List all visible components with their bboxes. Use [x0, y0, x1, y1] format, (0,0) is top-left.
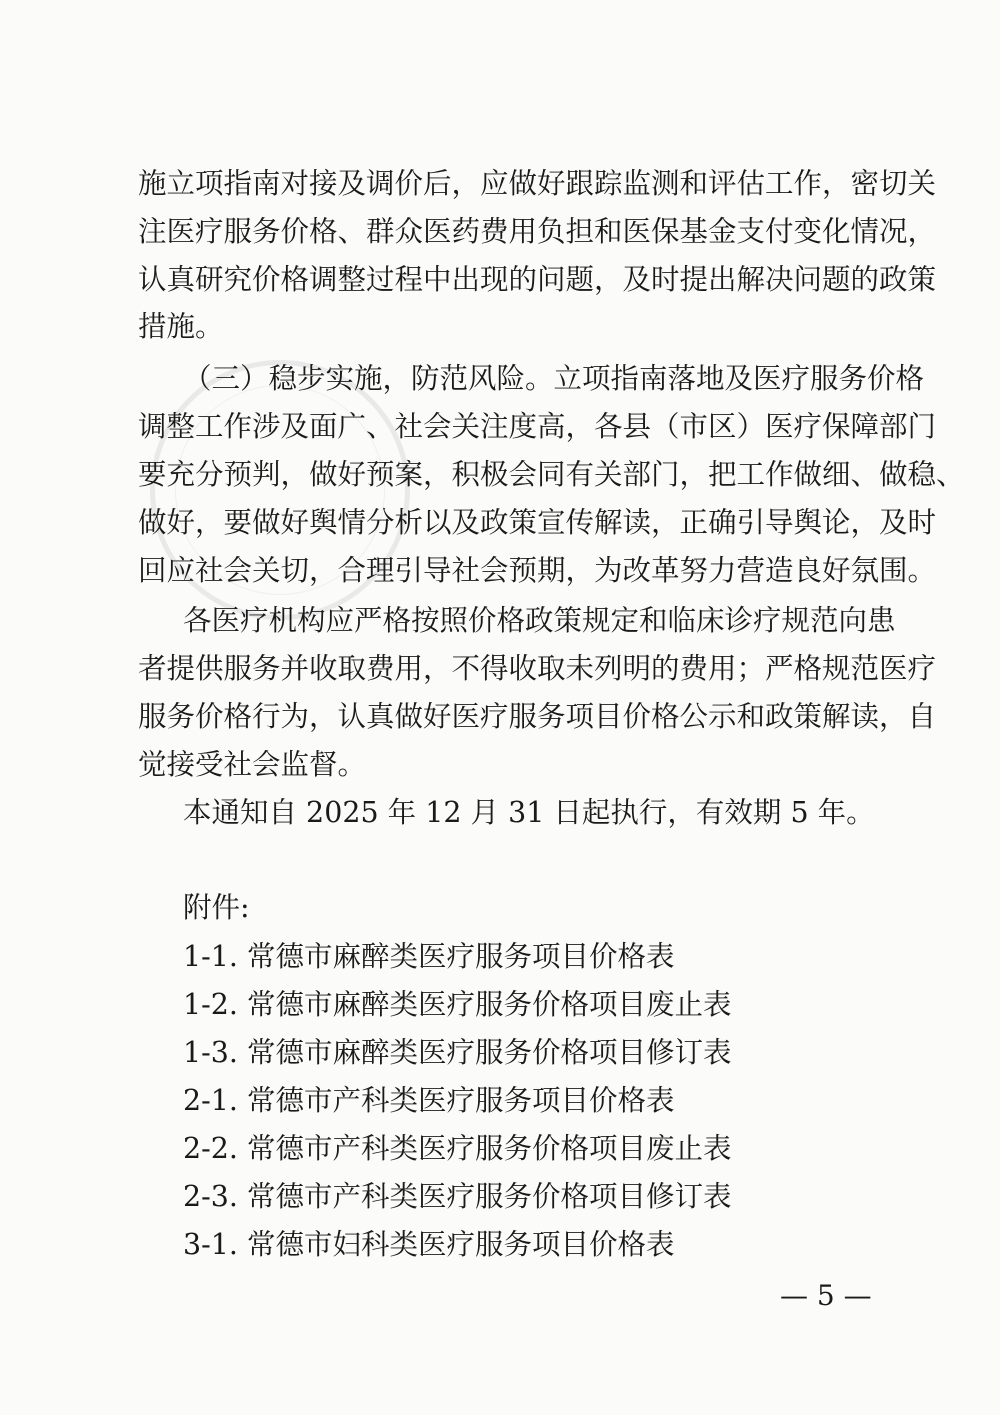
p2-line-1: （三）稳步实施，防范风险。立项指南落地及医疗服务价格 — [183, 362, 925, 395]
attachment-item-2-2: 2-2. 常德市产科类医疗服务价格项目废止表 — [183, 1132, 732, 1165]
attachment-item-1-3: 1-3. 常德市麻醉类医疗服务价格项目修订表 — [183, 1036, 732, 1069]
p2-line-2: 调整工作涉及面广、社会关注度高，各县（市区）医疗保障部门 — [138, 410, 937, 443]
p1-line-2: 注医疗服务价格、群众医药费用负担和医保基金支付变化情况， — [138, 215, 937, 248]
attachment-item-1-2: 1-2. 常德市麻醉类医疗服务价格项目废止表 — [183, 988, 732, 1021]
attachment-item-2-1: 2-1. 常德市产科类医疗服务项目价格表 — [183, 1084, 675, 1117]
effective-date-line: 本通知自 2025 年 12 月 31 日起执行，有效期 5 年。 — [183, 796, 875, 829]
p2-line-4: 做好，要做好舆情分析以及政策宣传解读，正确引导舆论，及时 — [138, 506, 937, 539]
p1-line-1: 施立项指南对接及调价后，应做好跟踪监测和评估工作，密切关 — [138, 167, 937, 200]
p3-line-3: 服务价格行为，认真做好医疗服务项目价格公示和政策解读，自 — [138, 700, 937, 733]
attachment-item-1-1: 1-1. 常德市麻醉类医疗服务项目价格表 — [183, 940, 675, 973]
attachment-item-2-3: 2-3. 常德市产科类医疗服务价格项目修订表 — [183, 1180, 732, 1213]
attachment-item-3-1: 3-1. 常德市妇科类医疗服务项目价格表 — [183, 1228, 675, 1261]
p3-line-4: 觉接受社会监督。 — [138, 748, 367, 781]
p2-line-3: 要充分预判，做好预案，积极会同有关部门，把工作做细、做稳、 — [138, 458, 965, 491]
p3-line-2: 者提供服务并收取费用，不得收取未列明的费用；严格规范医疗 — [138, 652, 937, 685]
p3-line-1: 各医疗机构应严格按照价格政策规定和临床诊疗规范向患 — [183, 604, 896, 637]
page-number: — 5 — — [780, 1279, 872, 1312]
p1-line-3: 认真研究价格调整过程中出现的问题，及时提出解决问题的政策 — [138, 263, 937, 296]
p1-line-4: 措施。 — [138, 310, 224, 343]
p2-line-5: 回应社会关切，合理引导社会预期，为改革努力营造良好氛围。 — [138, 554, 937, 587]
attachments-heading: 附件: — [183, 891, 250, 924]
